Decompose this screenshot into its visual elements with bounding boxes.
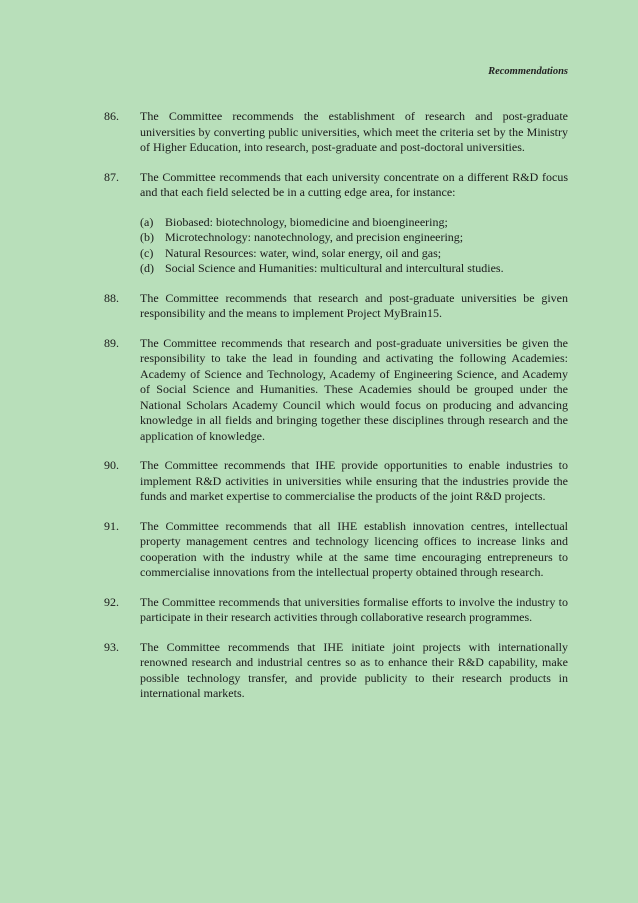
recommendation-87 [104, 170, 568, 277]
item-text: The Committee recommends that research and post-graduate universities be given responsibility and the means to implement Project MyBrain15. [140, 290, 568, 320]
recommendation-90 [104, 458, 568, 505]
sub-item-text: Biobased: biotechnology, biomedicine and bioengineering; [165, 214, 448, 229]
item-text: The Committee recommends that all IHE establish innovation centres, intellectual property management centres and technology licencing offices to increase links and cooperation with the industry while at the same time encouraging entrepreneurs to commercialise innovations from the intellectual property obtained through research. [140, 518, 568, 579]
item-text: The Committee recommends that universities formalise efforts to involve the industry to participate in their research activities through collaborative research programmes. [140, 594, 568, 624]
recommendation-86 [104, 109, 568, 156]
item-number: 89. [104, 335, 119, 350]
item-text: The Committee recommends the establishment of research and post-graduate universities by converting public universities, which meet the criteria set by the Ministry of Higher Education, into research, post-graduate and post-doctoral universities. [140, 109, 568, 154]
sub-item-text: Microtechnology: nanotechnology, and precision engineering; [165, 230, 464, 244]
sub-list [140, 215, 568, 277]
sub-item-text: Natural Resources: water, wind, solar energy, oil and gas; [165, 245, 442, 260]
recommendation-88 [104, 291, 568, 322]
sub-item [140, 215, 568, 231]
item-number: 86. [104, 109, 119, 123]
sub-item [140, 246, 568, 262]
item-number: 93. [104, 639, 119, 654]
item-number: 90. [104, 458, 119, 472]
sub-item-mark: (b) [140, 230, 154, 244]
item-text: The Committee recommends that research and post-graduate universities be given the responsibility to take the lead in founding and activating the following Academies: Academy of Science and Technology, Academy of Engineering Science, and Academy of Social Science and Humanities. These Academies should be grouped under the National Scholars Academy Council which would focus on producing and advancing knowledge in all fields and bringing together these disciplines through research and the application of knowledge. [140, 335, 568, 443]
sub-item [140, 230, 568, 246]
sub-item-mark: (c) [140, 245, 154, 260]
item-number: 87. [104, 169, 119, 184]
item-text: The Committee recommends that IHE initiate joint projects with internationally renowned research and industrial centres so as to enhance their R&D capability, make possible technology transfer, and provide publicity to their research products in international markets. [140, 639, 568, 700]
recommendation-93 [104, 640, 568, 702]
recommendation-89 [104, 336, 568, 445]
item-number: 88. [104, 290, 119, 305]
sub-item-text: Social Science and Humanities: multicultural and intercultural studies. [165, 261, 504, 275]
sub-item [140, 261, 568, 277]
item-text: The Committee recommends that IHE provide opportunities to enable industries to implement R&D activities in universities while ensuring that the industries provide the funds and market expertise to commercialise the products of the joint R&D projects. [140, 458, 568, 503]
item-number: 91. [104, 518, 119, 533]
recommendation-91 [104, 519, 568, 581]
sub-item-mark: (d) [140, 261, 154, 275]
recommendations-list [104, 109, 568, 716]
item-number: 92. [104, 594, 119, 609]
recommendation-92 [104, 595, 568, 626]
sub-item-mark: (a) [140, 214, 154, 229]
running-header: Recommendations [488, 66, 568, 77]
item-text: The Committee recommends that each university concentrate on a different R&D focus and that each field selected be in a cutting edge area, for instance: [140, 169, 568, 199]
